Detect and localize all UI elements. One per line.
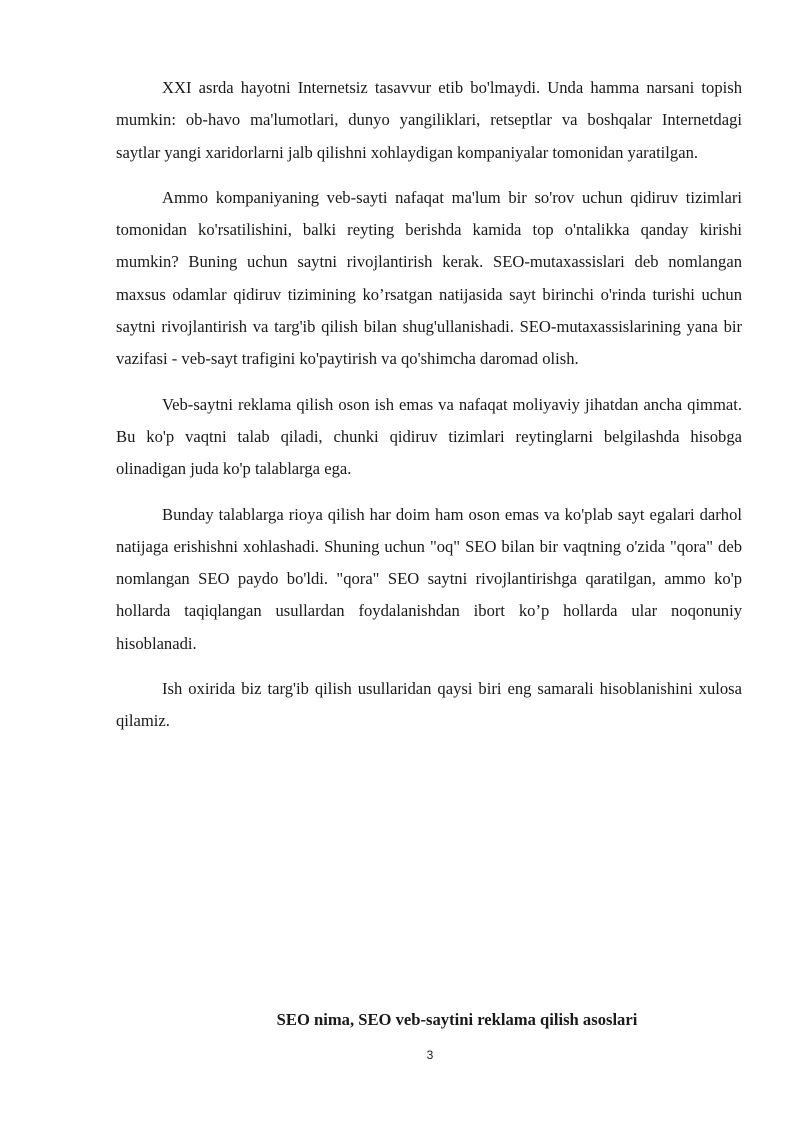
paragraph-black-seo: Bunday talablarga rioya qilish har doim ham oson emas va ko'plab sayt egalari darhol natijaga erishishni xohlashadi. Shuning uchun "oq" SEO bilan bir vaqtning o'zida "qora" deb nomlangan SEO paydo bo'ldi. "qora" SEO saytni rivojlantirishga qaratilgan, ammo ko'p hollarda taqiqlangan usullardan foydalanishdan ibort ko’p hollarda ular noqonuniy hisoblanadi. [116, 504, 742, 653]
paragraph-intro: XXI asrda hayotni Internetsiz tasavvur etib bo'lmaydi. Unda hamma narsani topish mumkin: ob-havo ma'lumotlari, dunyo yangiliklari, retseptlar va boshqalar Internetdagi saytlar yangi xaridorlarni jalb qilishni xohlaydigan kompaniyalar tomonidan yaratilgan. [116, 78, 742, 162]
page-number: 3 [426, 1048, 434, 1062]
document-body [116, 72, 742, 751]
paragraph-conclusion: Ish oxirida biz targ'ib qilish usullaridan qaysi biri eng samarali hisoblanishini xulosa qilamiz. [116, 679, 742, 731]
paragraph-seo-specialists: Ammo kompaniyaning veb-sayti nafaqat ma'lum bir so'rov uchun qidiruv tizimlari tomonidan ko'rsatilishini, balki reyting berishda kamida top o'ntalikka qanday kirishi mumkin? Buning uchun saytni rivojlantirish kerak. SEO-mutaxassislari deb nomlangan maxsus odamlar qidiruv tizimining ko’rsatgan natijasida sayt birinchi o'rinda turishi uchun saytni rivojlantirish va targ'ib qilish bilan shug'ullanishadi. SEO-mutaxassislarining yana bir vazifasi - veb-sayt trafigini ko'paytirish va qo'shimcha daromad olish. [116, 187, 742, 369]
paragraph-advertising-cost: Veb-saytni reklama qilish oson ish emas va nafaqat moliyaviy jihatdan ancha qimmat. Bu ko'p vaqtni talab qiladi, chunki qidiruv tizimlari reytinglarni belgilashda hisobga olinadigan juda ko'p talablarga ega. [116, 394, 742, 479]
section-heading: SEO nima, SEO veb-saytini reklama qilish asoslari [276, 1010, 638, 1029]
